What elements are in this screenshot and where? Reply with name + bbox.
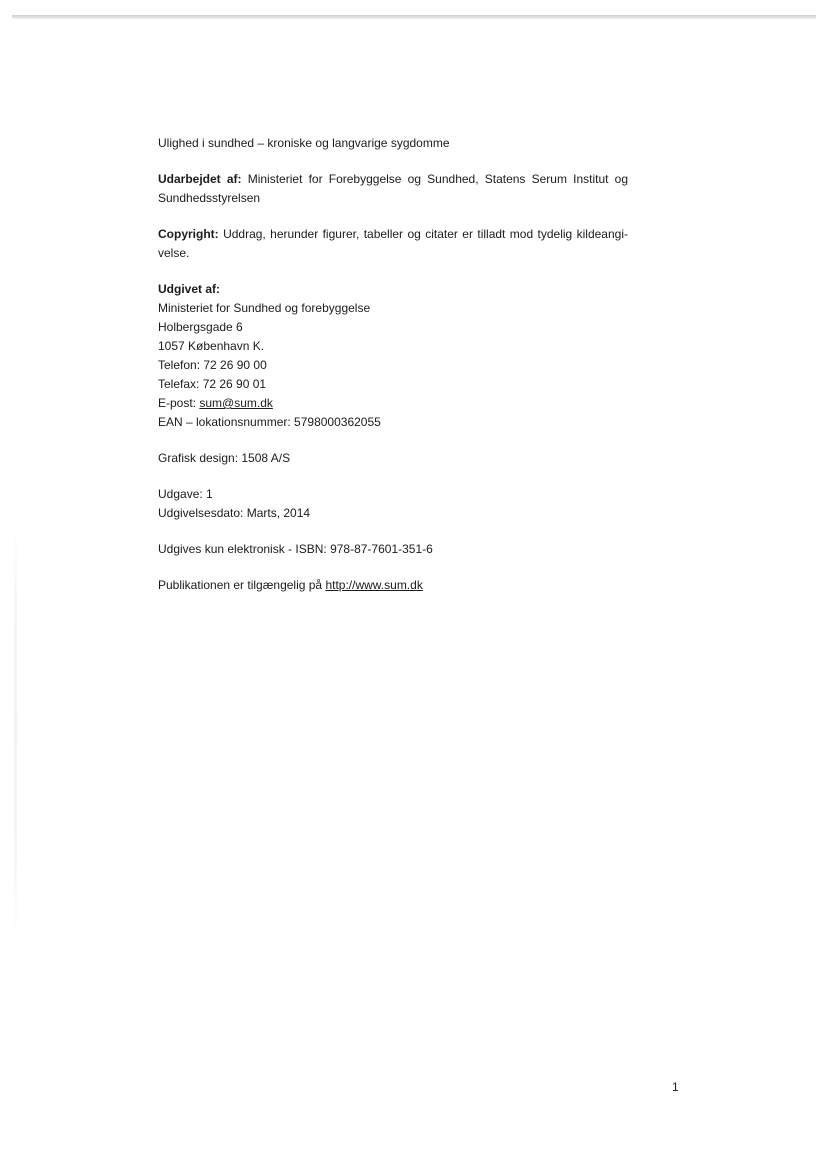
copyright-notice xyxy=(158,225,628,263)
publisher-label: Udgivet af: xyxy=(158,282,221,296)
availability xyxy=(158,576,628,595)
scan-top-edge xyxy=(12,15,816,19)
isbn: Udgives kun elektronisk - ISBN: 978-87-7601-351-6 xyxy=(158,542,433,556)
website-link[interactable]: http://www.sum.dk xyxy=(325,578,423,592)
copyright-label: Copyright: xyxy=(158,227,219,241)
prepared-by-text: Ministeriet for Forebyggelse og Sundhed, Statens Serum Institut og Sundhedsstyrelsen xyxy=(158,172,628,205)
publisher-fax: Telefax: 72 26 90 01 xyxy=(158,377,267,391)
publisher-email-line xyxy=(158,394,628,413)
publisher-city: 1057 København K. xyxy=(158,339,265,353)
graphic-design: Grafisk design: 1508 A/S xyxy=(158,451,291,465)
publisher-street: Holbergsgade 6 xyxy=(158,320,243,334)
publisher-name: Ministeriet for Sundhed og forebyggelse xyxy=(158,301,371,315)
edition-block xyxy=(158,485,628,523)
edition: Udgave: 1 xyxy=(158,487,213,501)
document-title: Ulighed i sundhed – kroniske og langvarige sygdomme xyxy=(158,136,450,150)
page-number: 1 xyxy=(672,1080,679,1094)
prepared-by-label: Udarbejdet af: xyxy=(158,172,242,186)
publisher-ean: EAN – lokationsnummer: 5798000362055 xyxy=(158,415,381,429)
email-prefix: E-post: xyxy=(158,396,200,410)
publisher-block xyxy=(158,280,628,432)
availability-prefix: Publikationen er tilgængelig på xyxy=(158,578,326,592)
copyright-text: Uddrag, herunder figurer, tabeller og citater er tilladt mod tydelig kildeangi-velse. xyxy=(158,227,628,260)
scan-left-shadow xyxy=(14,520,17,940)
prepared-by xyxy=(158,170,628,208)
colophon xyxy=(158,134,628,595)
release-date: Udgivelsesdato: Marts, 2014 xyxy=(158,506,311,520)
publisher-phone: Telefon: 72 26 90 00 xyxy=(158,358,267,372)
email-link[interactable]: sum@sum.dk xyxy=(199,396,273,410)
